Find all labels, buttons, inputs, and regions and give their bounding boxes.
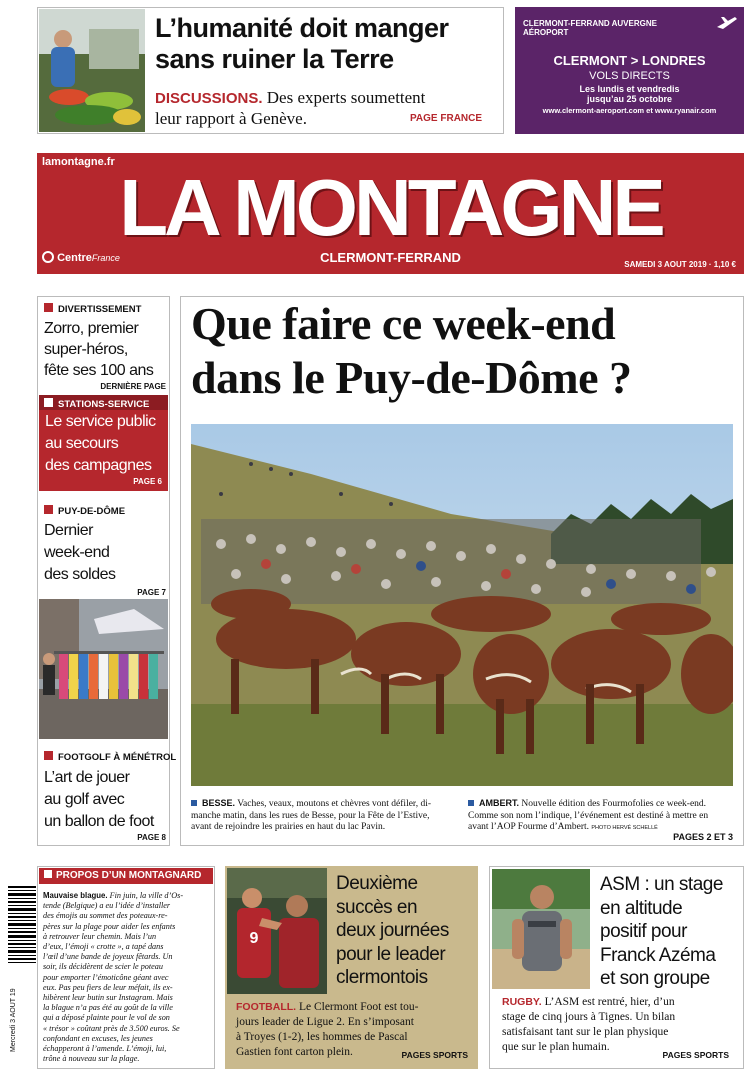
- ad-urls[interactable]: www.clermont-aeroport.com et www.ryanair.com: [542, 106, 717, 115]
- masthead: [37, 153, 744, 274]
- propos-montagnard[interactable]: [37, 866, 215, 1069]
- asm-h1: ASM : un stage: [600, 874, 723, 895]
- ad-line-2: jusqu’au 25 octobre: [586, 94, 673, 104]
- s2-line-3: des campagnes: [45, 457, 152, 474]
- foot-story[interactable]: [225, 866, 478, 1069]
- main-photo-herd: [191, 424, 733, 786]
- asm-page: PAGES SPORTS: [662, 1050, 729, 1060]
- s1-line-1: Zorro, premier: [44, 320, 139, 337]
- teaser-text-2: leur rapport à Genève.: [155, 109, 307, 128]
- asm-text-4: que sur le plan humain.: [502, 1041, 610, 1053]
- foot-text-1: Le Clermont Foot est tou-: [298, 1001, 419, 1013]
- ad-subtitle: VOLS DIRECTS: [589, 70, 670, 82]
- propos-lead: Mauvaise blague.: [43, 891, 108, 900]
- foot-text-3: à Troyes (1-2), les hommes de Pascal: [236, 1031, 408, 1043]
- foot-h1: Deuxième: [336, 873, 418, 894]
- barcode-text: Mercredi 3 AOUT 19: [10, 988, 17, 1052]
- sidebar-story-zorro[interactable]: [44, 303, 166, 391]
- propos-line: des émojis au sommet des poteaux-re-: [43, 911, 168, 921]
- foot-h4: pour le leader: [336, 943, 446, 965]
- s3-line-2: week-end: [44, 544, 110, 561]
- airplane-icon: [715, 13, 739, 33]
- asm-h4: Franck Azéma: [600, 944, 716, 966]
- teaser-headline-1: L’humanité doit manger: [155, 13, 449, 43]
- s2-line-1: Le service public: [45, 413, 156, 430]
- propos-line: d’eux, l’émoji « crotte », a tapé dans: [43, 942, 164, 952]
- asm-photo: [492, 869, 590, 989]
- market-stall-illustration: [39, 9, 145, 132]
- sidebar-story-soldes[interactable]: [44, 505, 166, 597]
- asm-h2: en altitude: [600, 897, 683, 919]
- propos-title: PROPOS D’UN MONTAGNARD: [56, 870, 202, 881]
- ad-brand-1: CLERMONT-FERRAND AUVERGNE: [523, 19, 657, 28]
- cap2-kicker: AMBERT.: [479, 798, 519, 808]
- site-url[interactable]: lamontagne.fr: [42, 156, 115, 168]
- asm-text-2: stage de cinq jours à Tignes. Un bilan: [502, 1011, 676, 1023]
- asm-text-1: L’ASM est rentré, hier, d’un: [544, 996, 675, 1008]
- barcode-icon: [8, 884, 36, 964]
- group-suffix: France: [91, 253, 120, 263]
- s4-line-3: un ballon de foot: [44, 813, 154, 830]
- foot-text-2: jours leader de Ligue 2. En s’imposant: [236, 1016, 414, 1028]
- s3-kicker: PUY-DE-DÔME: [58, 506, 126, 517]
- foot-text-4: Gastien font carton plein.: [236, 1046, 353, 1058]
- caption-besse: [191, 798, 459, 834]
- propos-line: qui a déposé plainte pour le vol de son: [43, 1013, 170, 1023]
- top-teaser[interactable]: [37, 7, 504, 134]
- propos-line: Fin juin, la ville d’Os-: [109, 891, 184, 900]
- main-headline-2: dans le Puy-de-Dôme ?: [191, 352, 632, 403]
- asm-h5: et son groupe: [600, 968, 710, 989]
- foot-h3: deux journées: [336, 920, 449, 941]
- main-pages: PAGES 2 ET 3: [673, 832, 733, 842]
- s1-page: DERNIÈRE PAGE: [100, 382, 166, 391]
- airport-ad[interactable]: [515, 7, 744, 134]
- propos-line: pères sur la plage pour aider les enfants: [43, 921, 176, 931]
- s2-page: PAGE 6: [133, 477, 162, 486]
- date-price: SAMEDI 3 AOUT 2019 · 1,10 €: [624, 260, 736, 269]
- propos-line: eux. Pas peu fiers de leur méfait, ils ex-: [43, 982, 173, 992]
- cap1-line-2: manche matin, dans les rues de Besse, pour la Fête de l’Estive,: [191, 810, 430, 821]
- sidebar: [37, 296, 177, 846]
- propos-badge-icon: [44, 870, 52, 878]
- s4-line-1: L’art de jouer: [44, 769, 130, 786]
- s2-kicker: STATIONS-SERVICE: [58, 399, 150, 410]
- jersey-number: 9: [249, 930, 259, 947]
- cap2-line-1: Nouvelle édition des Fourmofolies ce week-end.: [521, 799, 707, 809]
- teaser-photo: [39, 9, 145, 132]
- s1-line-2: super-héros,: [44, 341, 128, 358]
- masthead-title: LA MONTAGNE: [119, 163, 662, 252]
- ad-route: CLERMONT > LONDRES: [553, 53, 706, 68]
- teaser-kicker: DISCUSSIONS.: [155, 90, 263, 107]
- s3-page: PAGE 7: [137, 588, 166, 597]
- propos-line: soir, ils décidèrent de scier le poteau: [43, 962, 163, 972]
- foot-kicker: FOOTBALL.: [236, 1001, 297, 1013]
- asm-story[interactable]: [489, 866, 744, 1069]
- sidebar-story-stations[interactable]: [39, 395, 168, 491]
- cap2-line-3: avant l’AOP Fourme d’Ambert.: [468, 822, 590, 832]
- main-story[interactable]: [180, 296, 744, 846]
- ad-brand-2: AÉROPORT: [523, 28, 569, 37]
- s4-page: PAGE 8: [137, 833, 166, 842]
- foot-h2: succès en: [336, 896, 418, 918]
- propos-line: hibèrent leur butin sur Instagram. Mais: [43, 993, 173, 1003]
- edition: CLERMONT-FERRAND: [320, 250, 461, 265]
- barcode: [8, 884, 36, 1062]
- teaser-text-1: Des experts soumettent: [266, 88, 426, 107]
- s1-kicker: DIVERTISSEMENT: [58, 304, 142, 315]
- propos-line: trône à nouveau sur la plage.: [43, 1054, 140, 1064]
- ad-line-1: Les lundis et vendredis: [579, 84, 680, 94]
- propos-line: pour emporter l’émoticône géant avec: [43, 972, 169, 982]
- foot-page: PAGES SPORTS: [401, 1050, 468, 1060]
- asm-text-3: satisfaisant tant sur le plan physique: [502, 1026, 669, 1038]
- propos-line: tende (Belgique) a eu l’idée d’installer: [43, 901, 171, 911]
- s1-line-3: fête ses 100 ans: [44, 362, 154, 379]
- caption-ambert: [468, 798, 736, 835]
- teaser-headline-2: sans ruiner la Terre: [155, 44, 394, 74]
- foot-h5: clermontois: [336, 967, 428, 988]
- propos-line: la blague n’a pas été au goût de la ville: [43, 1003, 173, 1013]
- photo-credit: PHOTO HERVÉ SCHELLÉ: [591, 825, 658, 831]
- foot-photo: [227, 868, 327, 994]
- cap1-kicker: BESSE.: [202, 798, 236, 808]
- teaser-page: PAGE FRANCE: [410, 113, 483, 124]
- sidebar-photo-soldes: [39, 599, 168, 739]
- propos-line: confondant en excuses, les jeunes: [43, 1033, 153, 1043]
- asm-h3: positif pour: [600, 921, 687, 942]
- cap1-line-1: Vaches, veaux, moutons et chèvres vont défiler, di-: [237, 799, 432, 809]
- main-headline-1: Que faire ce week-end: [191, 298, 616, 349]
- propos-line: échapperont à l’amende. L’émoji, lui,: [43, 1044, 167, 1054]
- s4-kicker: FOOTGOLF À MÉNÉTROL: [58, 752, 177, 763]
- propos-line: l’œil d’une bande de joyeux fêtards. Un: [43, 952, 173, 962]
- cap1-line-3: avant de rejoindre les prairies en haut du lac Pavin.: [191, 822, 386, 832]
- s3-line-3: des soldes: [44, 566, 116, 583]
- s2-line-2: au secours: [45, 435, 119, 452]
- sidebar-story-footgolf[interactable]: [44, 751, 177, 842]
- cap2-line-2: Comme son nom l’indique, l’événement est destiné à mettre en: [468, 810, 709, 821]
- s3-line-1: Dernier: [44, 522, 93, 539]
- propos-line: à retrouver leur chemin. Mais l’un: [43, 931, 157, 941]
- s4-line-2: au golf avec: [44, 791, 125, 808]
- propos-line: « trésor » coûtant près de 3.500 euros. Se: [43, 1023, 180, 1033]
- asm-kicker: RUGBY.: [502, 996, 542, 1008]
- group-name: Centre: [57, 252, 92, 264]
